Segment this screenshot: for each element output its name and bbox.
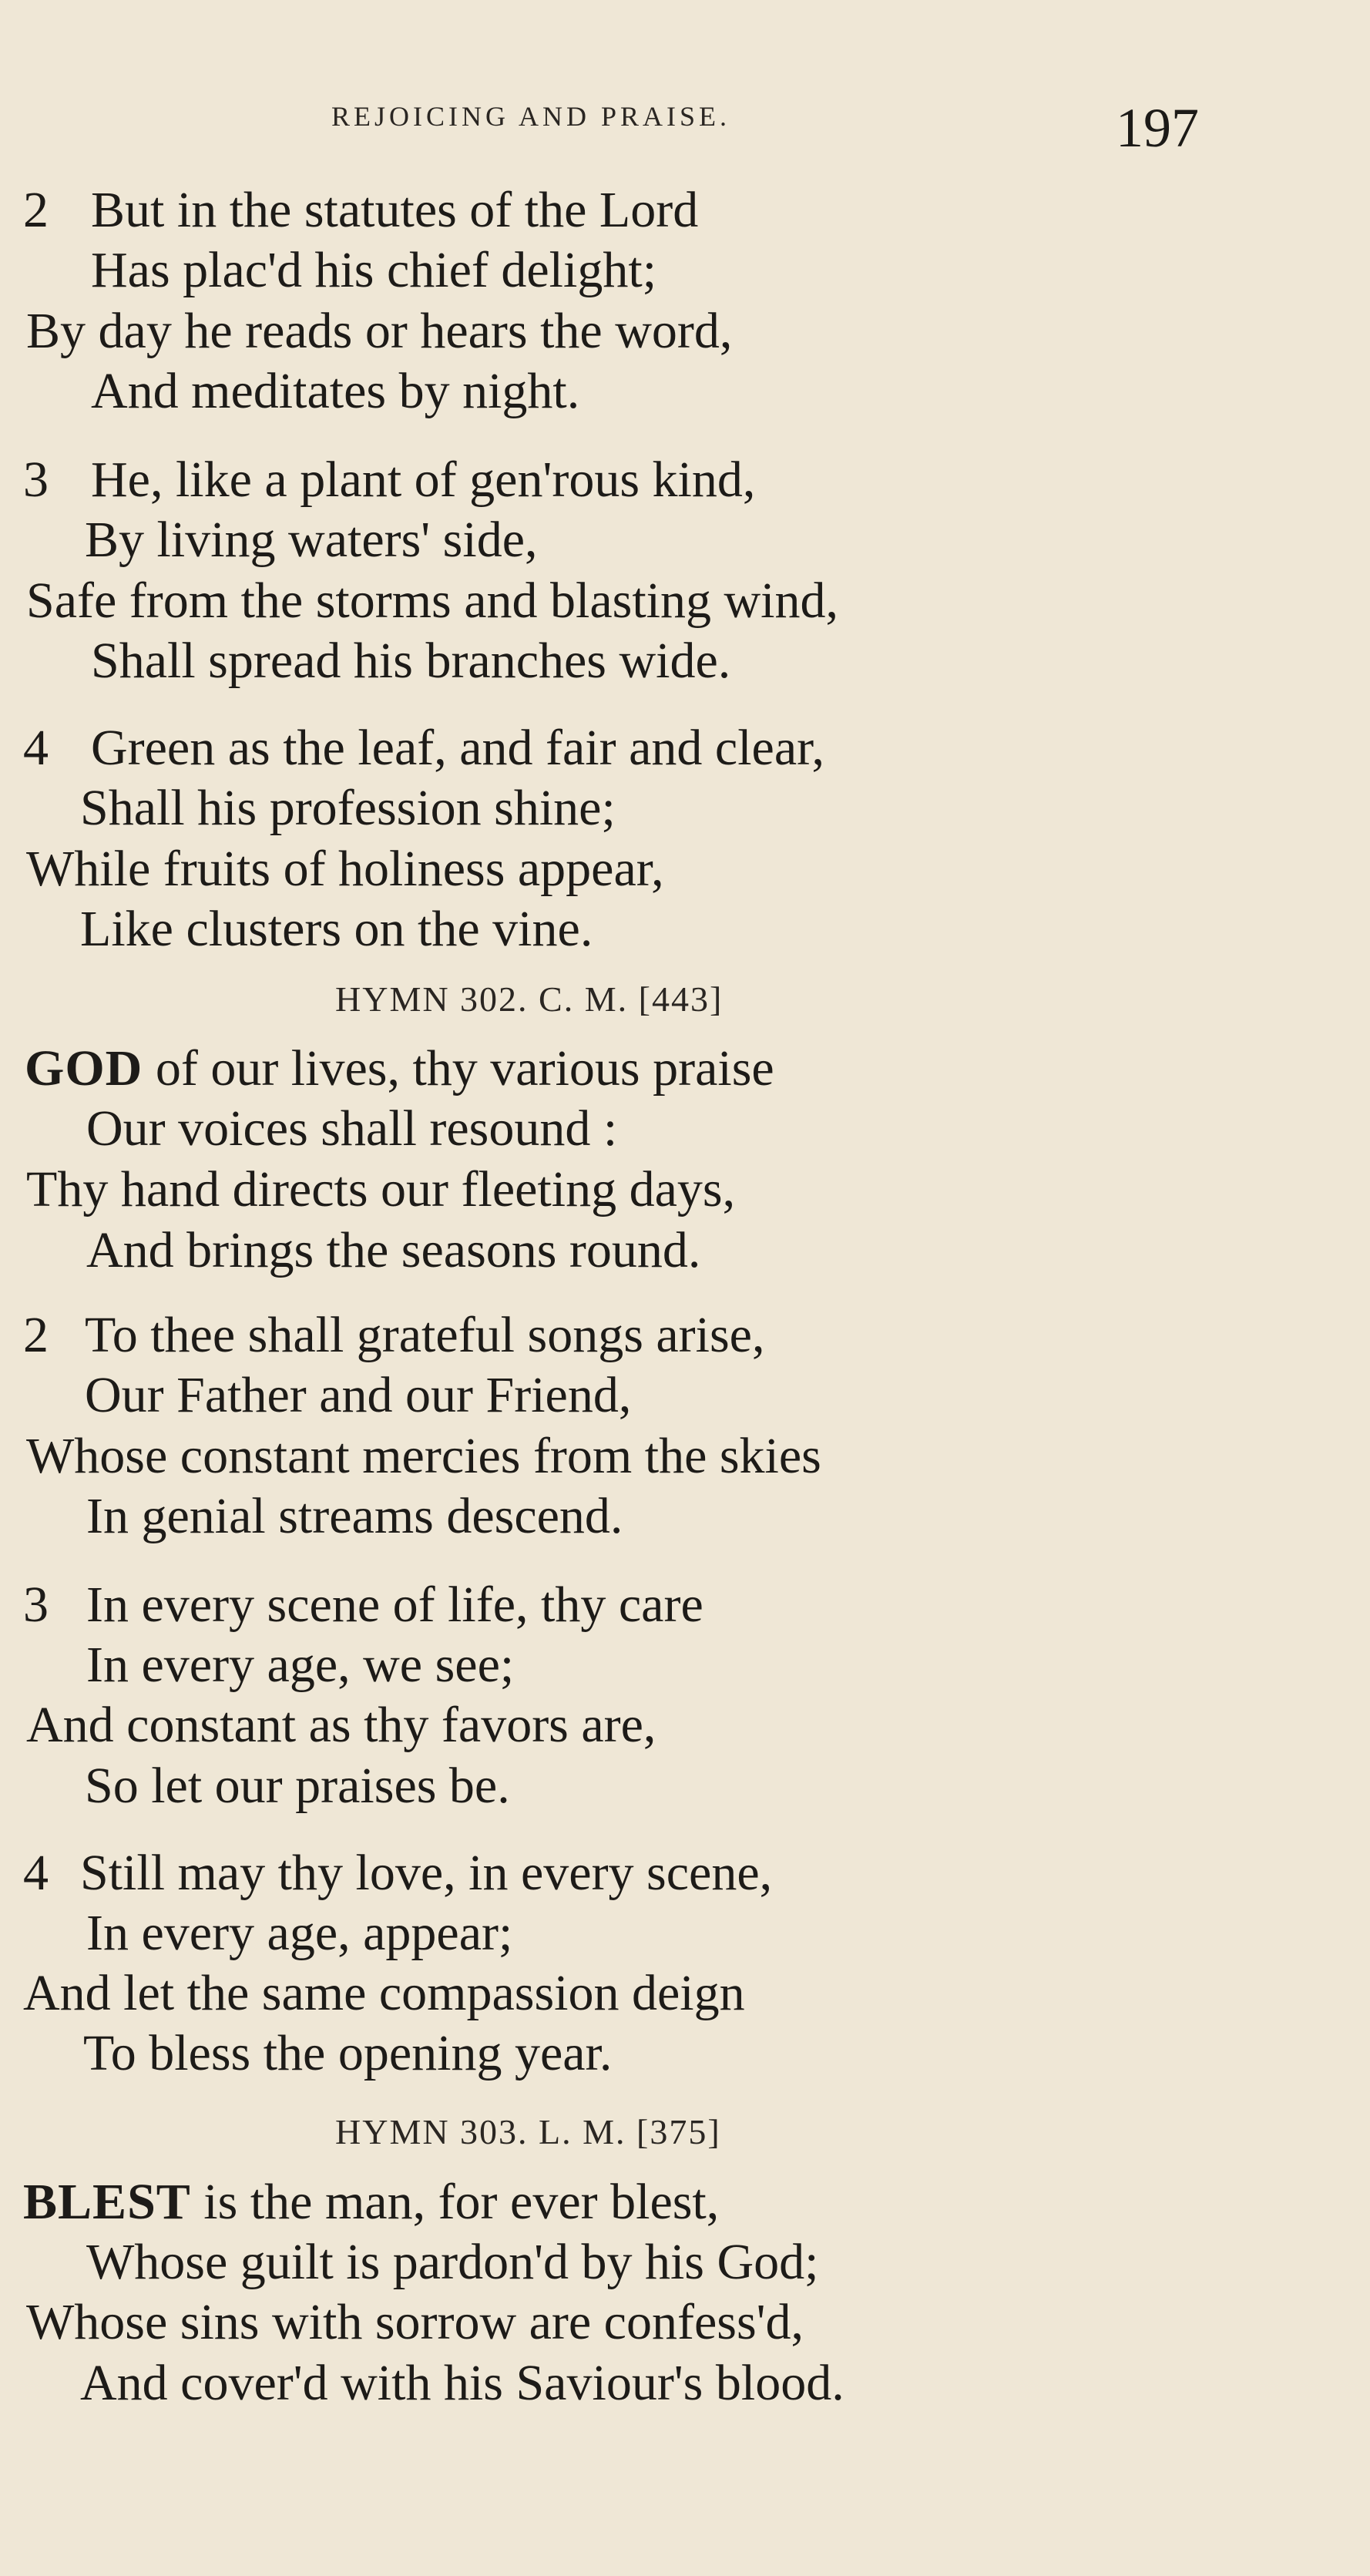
verse-line: To thee shall grateful songs arise, [85,1307,765,1363]
verse-line [25,1040,774,1097]
verse-line: While fruits of holiness appear, [26,841,664,897]
verse-line: Shall spread his branches wide. [91,633,731,689]
verse-line: He, like a plant of gen'rous kind, [91,452,756,508]
verse-line: By living waters' side, [85,512,538,568]
verse-line: In every age, we see; [86,1637,515,1693]
verse-line: And meditates by night. [91,363,580,419]
verse-line: Our Father and our Friend, [85,1367,632,1423]
hymn-heading: HYMN 303. L. M. [375] [335,2112,721,2151]
verse-line: And let the same compassion deign [23,1965,745,2021]
verse-line: Safe from the storms and blasting wind, [26,573,839,629]
verse-line: Still may thy love, in every scene, [80,1845,773,1901]
verse-line: So let our praises be. [85,1758,510,1814]
stanza-number: 3 [23,452,49,508]
verse-text: of our lives, thy various praise [143,1040,774,1097]
drop-word: GOD [25,1040,143,1097]
verse-line: Whose sins with sorrow are confess'd, [26,2294,804,2350]
verse-line: And brings the seasons round. [86,1222,701,1278]
verse-line: Thy hand directs our fleeting days, [26,1161,736,1217]
verse-line: In genial streams descend. [86,1488,623,1544]
verse-line: Has plac'd his chief delight; [91,242,657,298]
verse-line: Whose guilt is pardon'd by his God; [86,2234,819,2290]
verse-line: In every scene of life, thy care [86,1577,703,1633]
hymn-heading: HYMN 302. C. M. [443] [335,979,724,1019]
verse-line: In every age, appear; [86,1905,513,1961]
running-title: REJOICING AND PRAISE. [331,101,731,132]
verse-line: Our voices shall resound : [86,1100,618,1157]
verse-text: is the man, for ever blest, [190,2174,720,2230]
verse-line [23,2174,720,2230]
verse-line: Shall his profession shine; [80,780,616,836]
verse-line: And constant as thy favors are, [26,1697,656,1753]
verse-line: By day he reads or hears the word, [26,303,733,359]
verse-line: Green as the leaf, and fair and clear, [91,720,824,776]
verse-line: To bless the opening year. [83,2025,613,2081]
drop-word: BLEST [23,2174,191,2230]
stanza-number: 2 [23,182,49,238]
stanza-number: 3 [23,1577,49,1633]
verse-line: But in the statutes of the Lord [91,182,699,238]
page-number: 197 [1116,97,1199,159]
stanza-number: 4 [23,1845,49,1901]
stanza-number: 4 [23,720,49,776]
verse-line: And cover'd with his Saviour's blood. [80,2355,844,2411]
stanza-number: 2 [23,1307,49,1363]
verse-line: Like clusters on the vine. [80,901,593,957]
verse-line: Whose constant mercies from the skies [26,1428,821,1484]
